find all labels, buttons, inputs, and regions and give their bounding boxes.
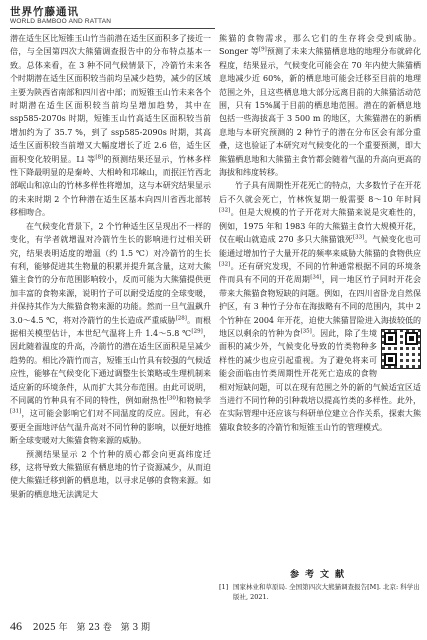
paragraph-text: 潜在适生区比短锥玉山竹当前潜在适生区面积多了接近一倍，与全国第四次大熊猫调查报告中的分布特点基本一致。总体来看，在 3 种不同气候情景下，冷箭竹未来各个时期潜在适生区面积较当前均呈减少趋势，减少的区域主要为陕西省南部和四川省中部；而短锥玉山竹未来各个时期潜在适生区面积较当前均呈增加趋势，其中在 ssp585-2070s 时期，短锥玉山竹高适生区面积较当前增加约为了 35.7 %，到了 ssp585-2090s 时期，其高适生区面积较当前增又大幅度增长了近 2.6 倍，适生区面积变化较明显。Li 等 (10, 34, 211, 164)
paragraph-text: 在气候变化背景下，2 个竹种适生区呈现出不一样的变化，有学者就增温对冷箭竹生长的影响进行过相关研究，结果表明适度的增温（约 1.5 ℃）对冷箭竹的生长有利，能够促进其生物量的积累并提升氮含量，这对大熊猫主食竹的分布范围影响较小，反而可能为大熊猫提供更加丰富的食物来源，说明竹子可以耐受适度的全球变暖，并保持其作为大熊猫食物来源的功能。然而一旦气温飙升 3.0～4.5 ℃，将对冷箭竹的生长造成严重威胁 (10, 221, 211, 325)
paragraph-text: 熊猫的食物需求，那么它们的生存将会受到威胁。Songer 等 (219, 34, 421, 57)
citation: [32] (219, 207, 231, 214)
footer-volume: 第 23 卷 (76, 623, 112, 633)
reference-item (219, 582, 421, 602)
paragraph (10, 32, 211, 220)
citation: [28] (175, 314, 187, 321)
references-heading: 参考文献 (289, 570, 350, 580)
journal-title-en: WORLD BAMBOO AND RATTAN (10, 18, 112, 25)
citation: [33] (352, 234, 365, 241)
paragraph (219, 32, 421, 179)
header-rule (10, 28, 215, 29)
reference-text: 国家林业和草原局. 全国第四次大熊猫调查报告[M]. 北京: 科学出版社, 2021. (233, 583, 420, 601)
page-number: 46 (10, 619, 22, 633)
citation: [35] (300, 328, 312, 335)
citation: [34] (310, 274, 322, 281)
citation: [29] (191, 328, 203, 335)
paragraph-text: ，同一地区竹子同时开花会带来大熊猫食物短缺的问题。例如，在四川省卧龙自然保护区，有 3 种竹子分布在海拔略有不同的范围内，其中 2 个竹种在 2004 年开花，迫使大熊猫冒险进入海拔较低的地区以剩余的竹种为食 (219, 275, 422, 338)
paragraph-text: 。而根据相关模型估计，本世纪气温将上升 1.4～5.8 ℃ (10, 315, 212, 338)
citation: [32] (219, 261, 231, 268)
paragraph-text: 预测了未来大熊猫栖息地的地理分布就碎化程度，结果显示，气候变化可能会在 70 年内使大熊猫栖息地减少近 60%，新的栖息地可能会迁移至目前的地理范围之外，且这些栖息地大部分远离目前的大熊猫活动范围，只有 15%属于目前的栖息地范围。潜在的新栖息地包括一些海拔高于 3 500 m 的地区，大熊猫潜在的新栖息地与本研究预测的 2 种竹子的潜在分布区会有部分重叠，这也验证了本研究对气候变化的一个重要预测，即大熊猫栖息地和大熊猫主食竹都会随着气温的升高向更高的海拔和纬度转移。 (219, 47, 422, 178)
paragraph-text: 。但是大规模的竹子开花对大熊猫来说是灾难性的，例如，1975 年和 1983 年的大熊猫主食竹大规模开花，仅在岷山就造成 270 多只大熊猫饿死 (219, 208, 421, 245)
qr-code-icon[interactable] (381, 329, 421, 369)
references-list (219, 582, 421, 602)
left-column (10, 32, 211, 501)
footer-year: 2025 年 (32, 623, 68, 633)
paragraph-text: 预测结果显示 2 个竹种的质心都会向更高纬度迁移，这将导致大熊猫原有栖息地的竹子资源减少，从而迫使大熊猫迁移到新的栖息地，以寻求足够的食物来源。如果新的栖息地无法满足大 (10, 449, 211, 499)
page-footer (10, 619, 211, 634)
paragraph-text: 和物候学 (178, 395, 212, 405)
footer-issue: 第 3 期 (120, 623, 151, 633)
paragraph-text: 。还有研究发现，不同的竹种通常根据不同的环境条件而具有不同的开花周期 (219, 261, 421, 285)
paragraph (219, 179, 421, 434)
paragraph-text: 。因此，除了生境面积的减少外，气候变化导致的竹类物种多样性的减少也应引起重视。为了避免将来可能会面临由竹类周期性开花死亡造成的食物相对短缺问题，可以在现有范围之外的新的气候适宜区适当进行不同竹种的引种栽培以提高竹类的多样性。此外，在实际管理中还应该与科研单位建立合作关系，探索大熊猫取食较多的冷箭竹和短锥玉山竹的管理模式。 (219, 328, 421, 432)
citation: [9] (258, 46, 267, 53)
right-column (219, 32, 421, 434)
paragraph (10, 448, 211, 502)
paragraph (10, 220, 211, 448)
paragraph-text: ，因此随着温度的升高，冷箭竹的潜在适生区面积是呈减少趋势的。相比冷箭竹而言，短锥玉山竹具有较强的气候适应性，能够在气候变化下通过调整生长策略或生理机制来适应新的环境条件，从而扩大其分布范围。由此可说明，不同属的竹种具有不同的特性，例如耐热性 (10, 328, 212, 405)
paragraph-text: 竹子具有周期性开花死亡的特点，大多数竹子在开花后不久就会死亡，竹林恢复期一般需要 8～10 年时间 (219, 181, 421, 204)
reference-number: [1] (219, 583, 229, 591)
paragraph-text: 。气候变化也可能通过增加竹子大量开花的频率来威胁大熊猫的食物供应 (219, 235, 421, 258)
journal-header (10, 6, 215, 26)
citation: [30] (166, 395, 179, 402)
paragraph-text: 的预测结果还显示，竹林多样性下降最明显的是秦岭、大相岭和邛崃山，而抿汪竹西北部岷山和凉山的竹林多样性将增加，这与本研究结果显示的未来时期 2 个竹种潜在适生区基本向四川省西北部转移相吻合。 (10, 154, 212, 218)
citation: [8] (95, 154, 104, 160)
citation: [31] (10, 408, 22, 415)
paragraph-text: ，这可能会影响它们对不同温度的反应。因此，有必要更全面地评估气温升高对不同竹种的影响，以便好地推断全球变暖对大熊猫食物来源的威胁。 (10, 409, 211, 446)
journal-title-cn: 世界竹藤通讯 (10, 6, 79, 18)
